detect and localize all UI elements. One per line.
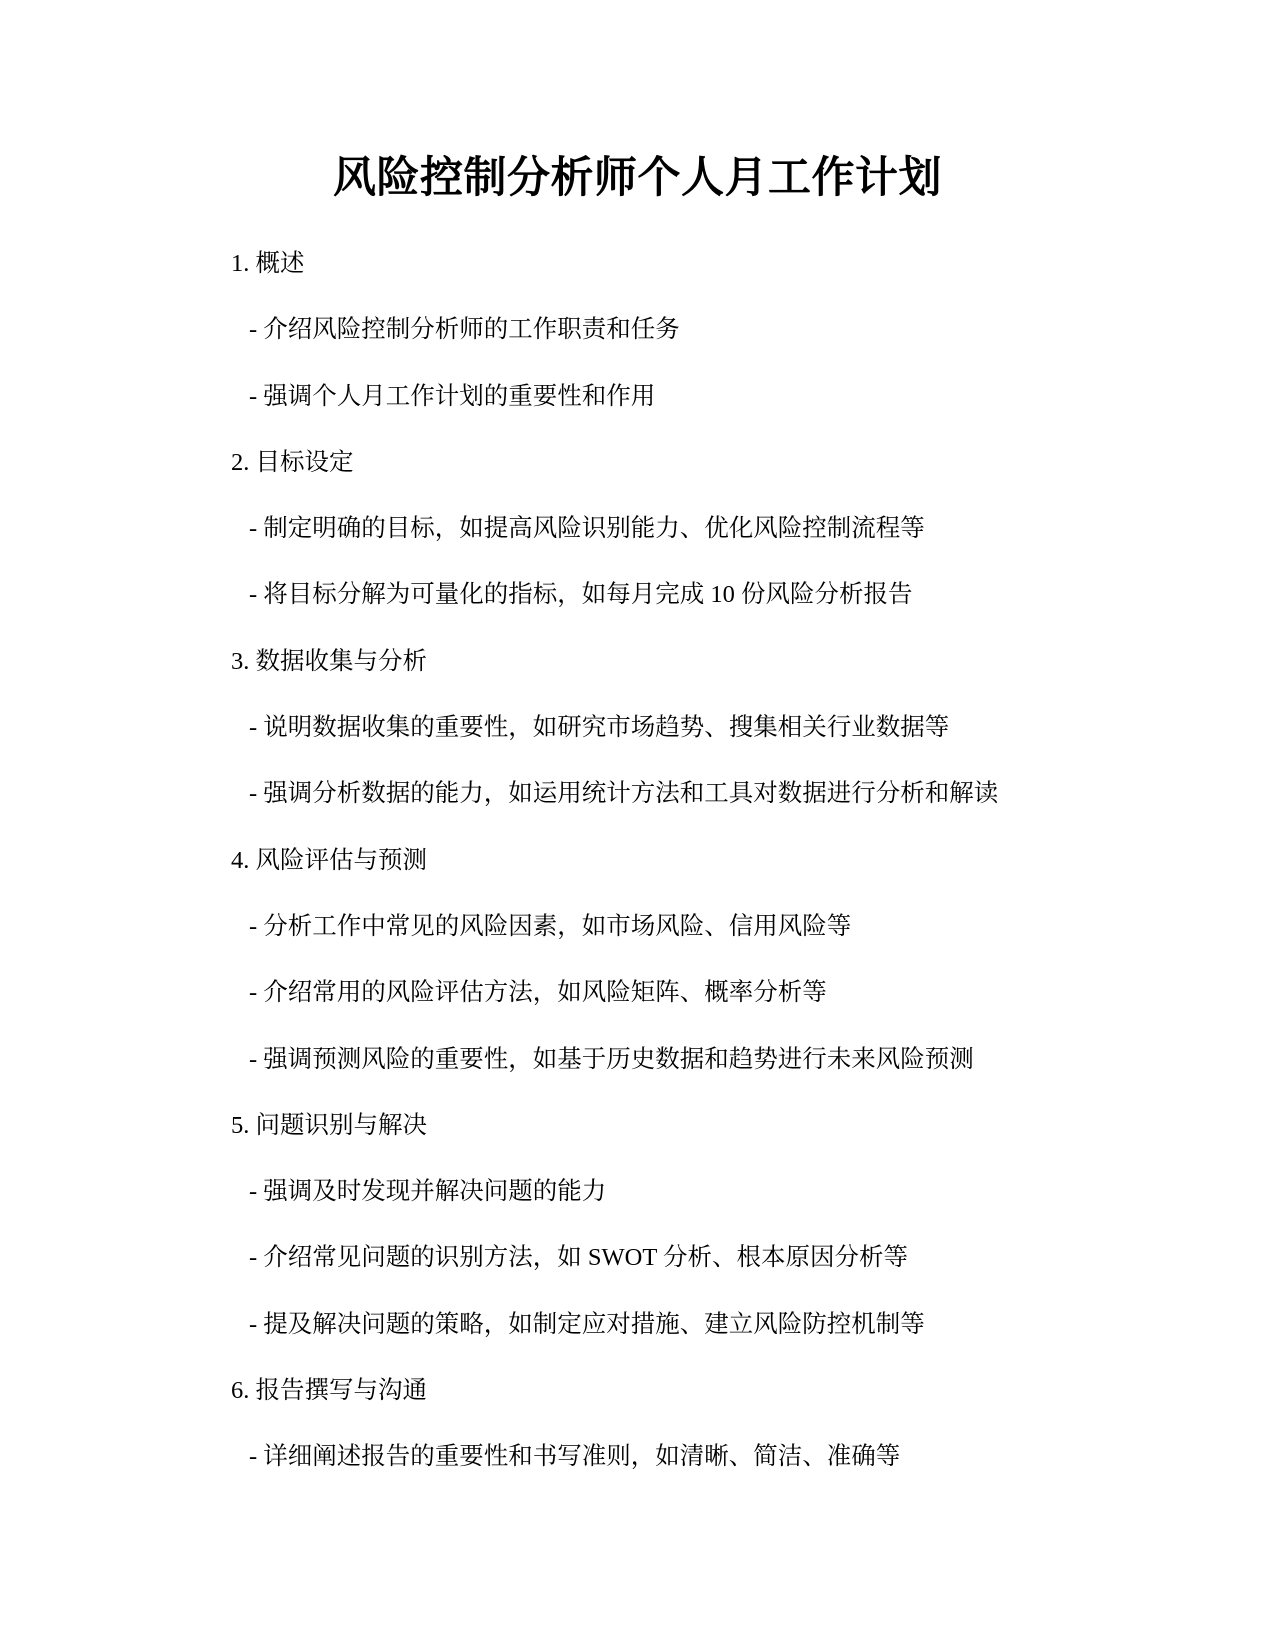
section-heading: 3. 数据收集与分析 <box>231 647 427 675</box>
section-heading: 5. 问题识别与解决 <box>231 1111 427 1139</box>
bullet-item: - 分析工作中常见的风险因素，如市场风险、信用风险等 <box>249 912 852 940</box>
bullet-item: - 强调个人月工作计划的重要性和作用 <box>249 382 656 410</box>
document-body <box>231 247 1131 1507</box>
bullet-item: - 提及解决问题的策略，如制定应对措施、建立风险防控机制等 <box>249 1310 925 1338</box>
bullet-item: - 详细阐述报告的重要性和书写准则，如清晰、简洁、准确等 <box>249 1443 901 1471</box>
section-heading: 2. 目标设定 <box>231 448 354 476</box>
bullet-item: - 介绍常见问题的识别方法，如 SWOT 分析、根本原因分析等 <box>249 1244 908 1272</box>
bullet-item: - 介绍常用的风险评估方法，如风险矩阵、概率分析等 <box>249 979 827 1007</box>
bullet-item: - 强调预测风险的重要性，如基于历史数据和趋势进行未来风险预测 <box>249 1045 974 1073</box>
section-heading: 4. 风险评估与预测 <box>231 846 427 874</box>
section-heading: 1. 概述 <box>231 250 305 277</box>
bullet-item: - 强调分析数据的能力，如运用统计方法和工具对数据进行分析和解读 <box>249 780 999 808</box>
bullet-item: - 制定明确的目标，如提高风险识别能力、优化风险控制流程等 <box>249 515 925 543</box>
document-title: 风险控制分析师个人月工作计划 <box>333 153 942 203</box>
bullet-item: - 说明数据收集的重要性，如研究市场趋势、搜集相关行业数据等 <box>249 714 950 742</box>
bullet-item: - 介绍风险控制分析师的工作职责和任务 <box>249 316 680 344</box>
bullet-item: - 强调及时发现并解决问题的能力 <box>249 1178 607 1206</box>
section-heading: 6. 报告撰写与沟通 <box>231 1377 427 1405</box>
bullet-item: - 将目标分解为可量化的指标，如每月完成 10 份风险分析报告 <box>249 581 913 609</box>
